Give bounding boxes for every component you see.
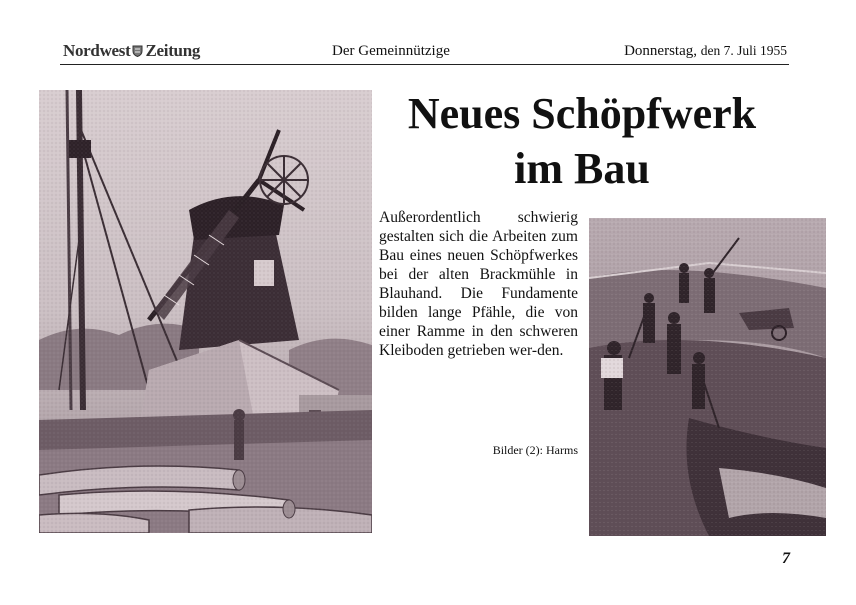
masthead-right: Zeitung xyxy=(145,41,201,60)
supplement-title: Der Gemeinnützige xyxy=(332,43,450,59)
article-body: Außerordentlich schwierig gestalten sich die Arbeiten zum Bau eines neuen Schöpfwerkes bei der alten Brackmühle in Blauhand. Die Fundamente bilden lange Pfähle, die von einer Ramme in den schweren Kleiboden getrieben wer-den. xyxy=(379,209,578,359)
page-number: 7 xyxy=(782,550,790,567)
windmill-photo xyxy=(39,90,372,533)
crest-icon xyxy=(132,45,143,57)
dateline xyxy=(624,43,787,60)
article-headline xyxy=(372,86,792,196)
masthead-logo xyxy=(63,41,200,61)
construction-workers-photo xyxy=(589,218,826,536)
page-header xyxy=(60,40,789,65)
date-weekday: Donnerstag, xyxy=(624,43,697,59)
headline-line-2: im Bau xyxy=(514,144,650,193)
date-rest: den 7. Juli 1955 xyxy=(700,43,787,58)
photo-credit: Bilder (2): Harms xyxy=(492,443,578,457)
headline-line-1: Neues Schöpfwerk xyxy=(407,89,757,138)
masthead-left: Nordwest xyxy=(63,41,131,60)
